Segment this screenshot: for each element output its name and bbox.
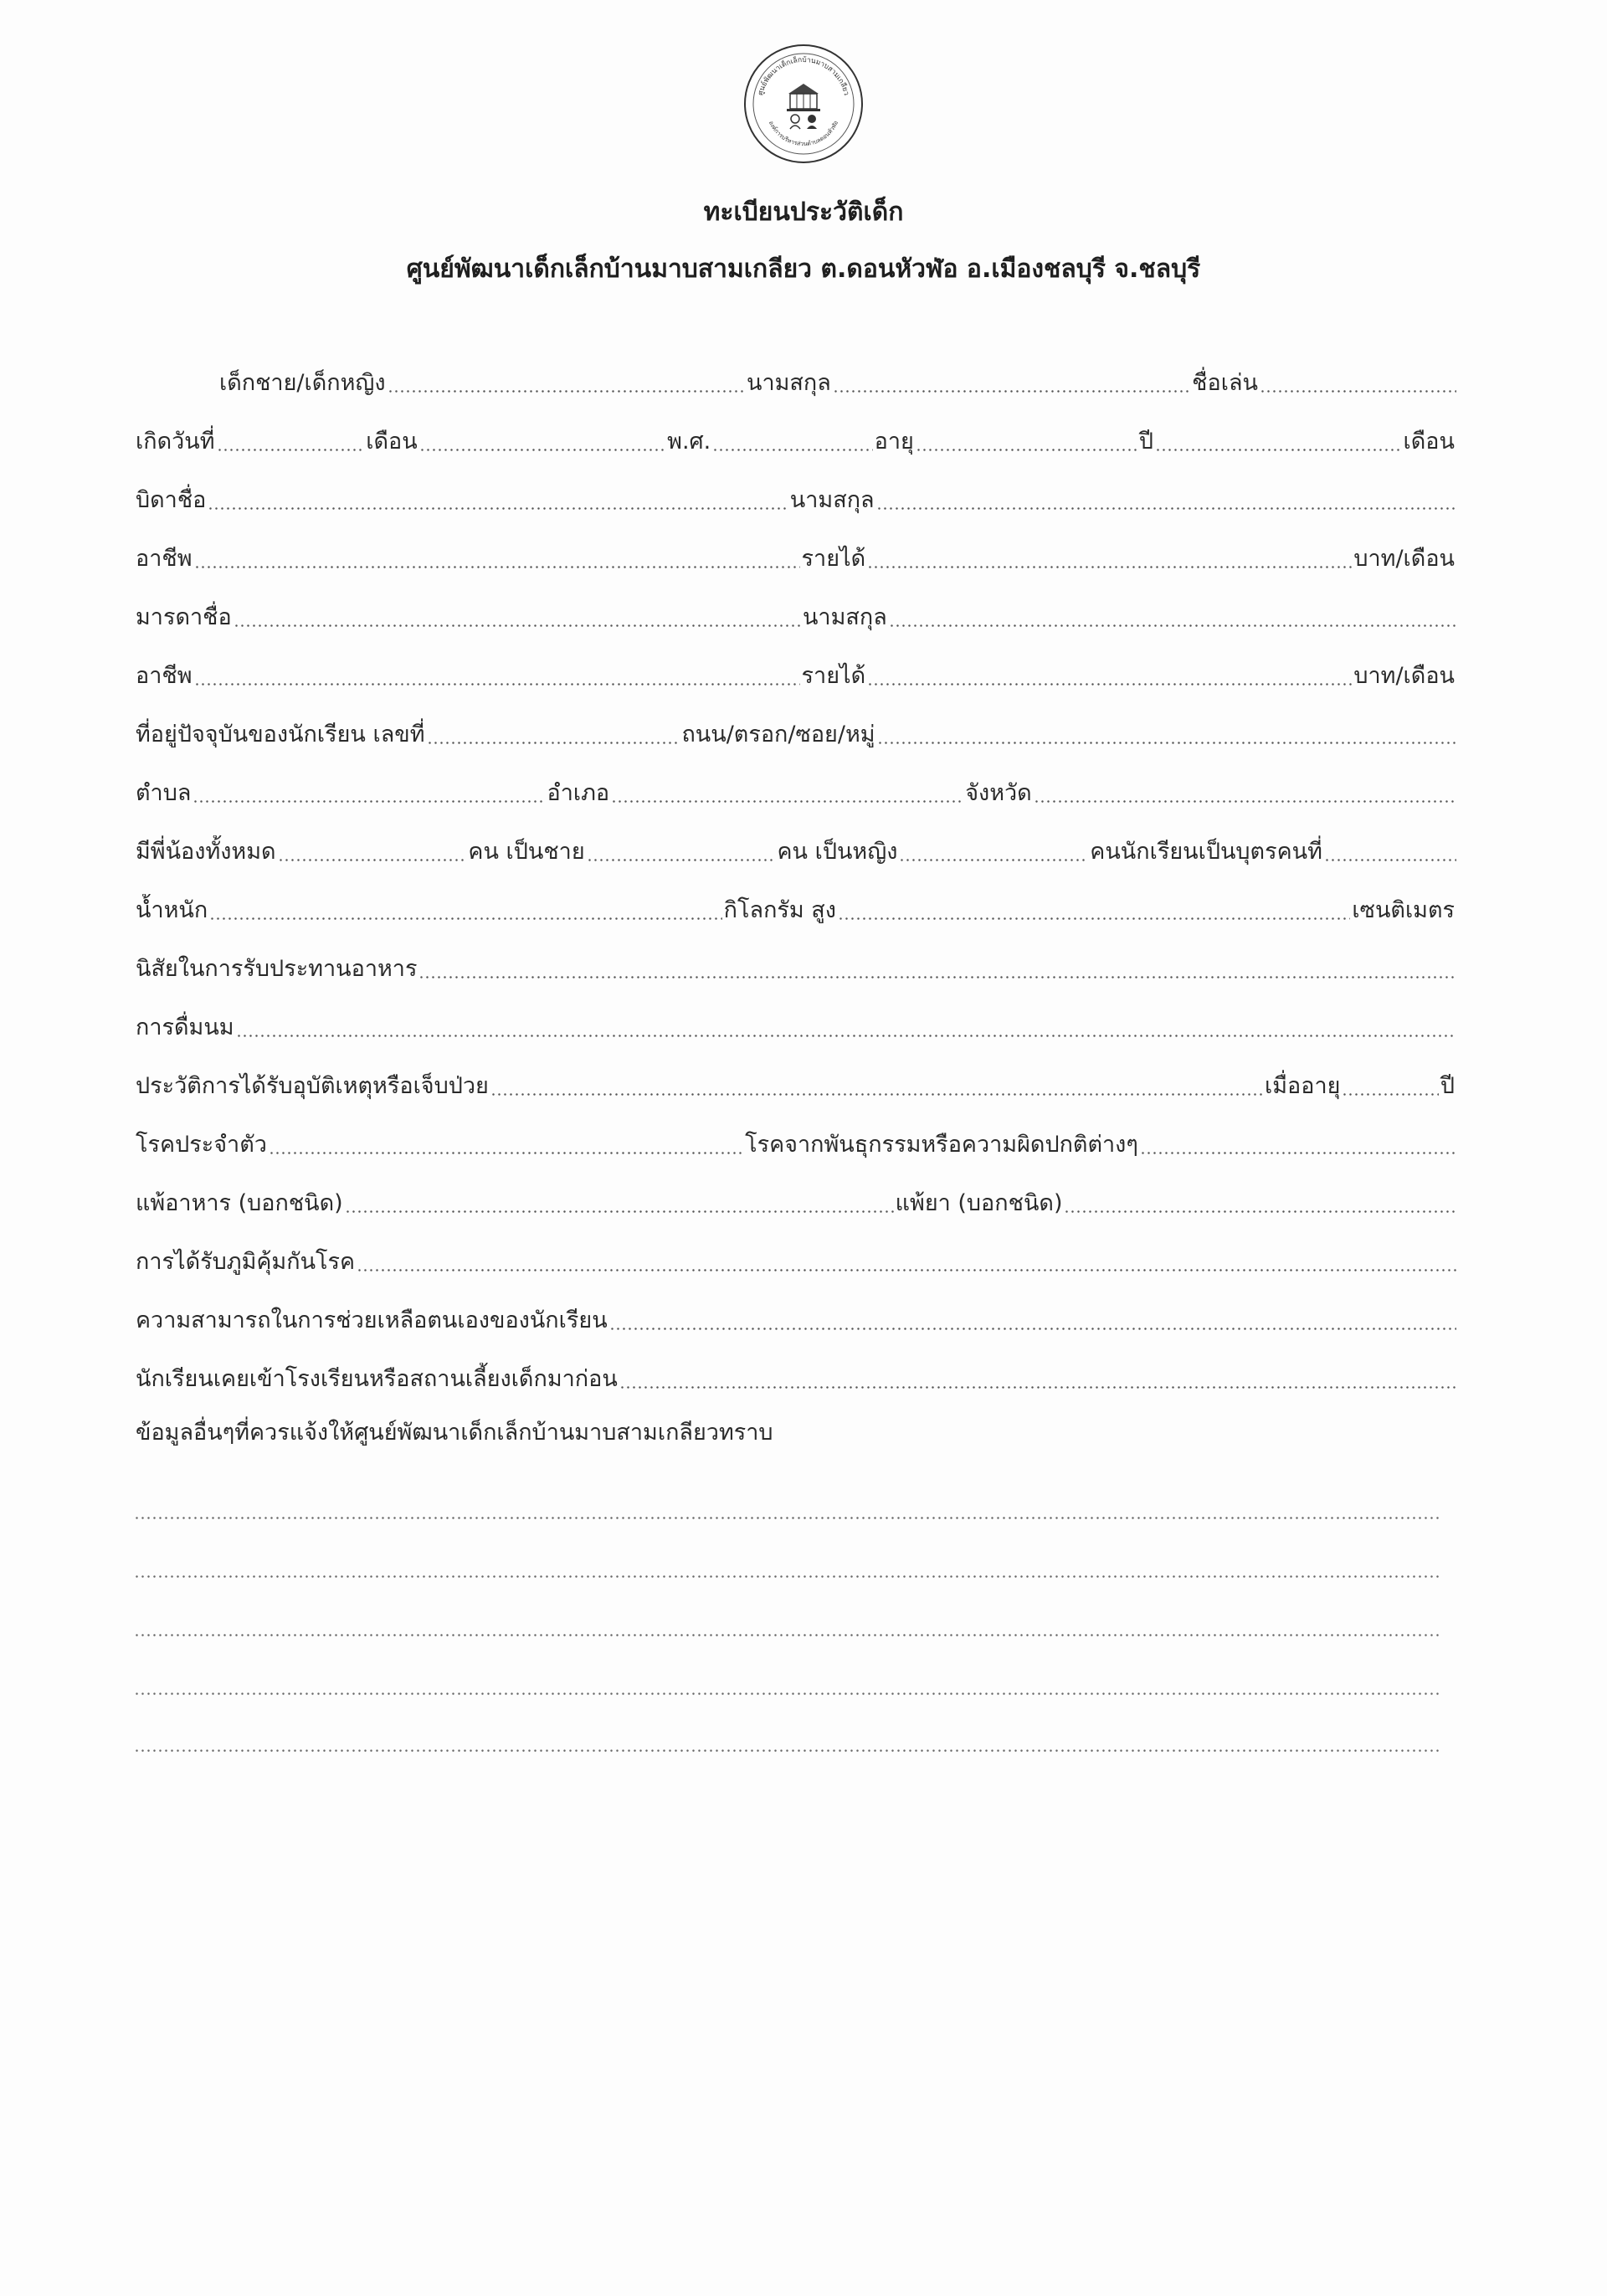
father-surname-field[interactable] xyxy=(876,507,1456,510)
province-label: จังหวัด xyxy=(965,780,1032,806)
chronic-disease-field[interactable] xyxy=(269,1152,743,1154)
food-allergy-label: แพ้อาหาร (บอกชนิด) xyxy=(136,1190,343,1216)
age-years-field[interactable] xyxy=(916,449,1137,451)
born-day-field[interactable] xyxy=(217,449,365,451)
weight-field[interactable] xyxy=(209,917,721,920)
row-siblings xyxy=(134,835,1456,869)
food-allergy-field[interactable] xyxy=(345,1210,894,1213)
siblings-total-field[interactable] xyxy=(278,859,467,861)
born-day-label: เกิดวันที่ xyxy=(136,429,215,455)
row-location xyxy=(134,777,1456,810)
genetic-disease-field[interactable] xyxy=(1140,1152,1456,1154)
form-subtitle: ศูนย์พัฒนาเด็กเล็กบ้านมาบสามเกลียว ต.ดอนหัวฬ่อ อ.เมืองชลบุรี จ.ชลบุรี xyxy=(406,254,1201,284)
address-number-field[interactable] xyxy=(427,742,680,744)
row-immunization xyxy=(134,1246,1456,1279)
district-label: อำเภอ xyxy=(547,780,610,806)
father-income-unit: บาท/เดือน xyxy=(1353,546,1455,572)
drug-allergy-field[interactable] xyxy=(1064,1210,1456,1213)
other-info-line-5[interactable] xyxy=(134,1749,1440,1752)
row-eating-habits xyxy=(134,953,1456,986)
siblings-male-label: คน เป็นชาย xyxy=(468,839,585,865)
seal-top-text: ศูนย์พัฒนาเด็กเล็กบ้านมาบสามเกลียว xyxy=(757,55,850,97)
siblings-male-field[interactable] xyxy=(587,859,776,861)
chronic-disease-label: โรคประจำตัว xyxy=(136,1132,267,1158)
row-weight-height xyxy=(134,894,1456,927)
be-year-label: พ.ศ. xyxy=(667,429,711,455)
form-title: ทะเบียนประวัติเด็ก xyxy=(703,198,904,227)
height-field[interactable] xyxy=(838,917,1350,920)
birth-order-label: คนนักเรียนเป็นบุตรคนที่ xyxy=(1090,839,1322,865)
eating-habits-field[interactable] xyxy=(418,976,1456,978)
accident-history-label: ประวัติการได้รับอุบัติเหตุหรือเจ็บป่วย xyxy=(136,1073,489,1099)
born-month-label: เดือน xyxy=(366,429,418,455)
at-age-field[interactable] xyxy=(1342,1093,1438,1096)
at-age-years-label: ปี xyxy=(1440,1073,1455,1099)
mother-surname-label: นามสกุล xyxy=(802,604,887,630)
mother-occupation-label: อาชีพ xyxy=(136,663,193,689)
drug-allergy-label: แพ้ยา (บอกชนิด) xyxy=(895,1190,1063,1216)
row-birth-date xyxy=(134,425,1456,459)
self-help-label: ความสามารถในการช่วยเหลือตนเองของนักเรียน xyxy=(136,1307,608,1333)
row-other-info xyxy=(134,1416,1456,1450)
mother-income-field[interactable] xyxy=(867,683,1352,686)
father-occupation-label: อาชีพ xyxy=(136,546,193,572)
nickname-label: ชื่อเล่น xyxy=(1192,370,1258,396)
province-field[interactable] xyxy=(1034,800,1456,803)
child-name-label: เด็กชาย/เด็กหญิง xyxy=(219,370,386,396)
father-name-field[interactable] xyxy=(208,507,788,510)
row-diseases xyxy=(134,1128,1456,1162)
row-father-name xyxy=(134,484,1456,517)
father-income-field[interactable] xyxy=(867,566,1352,568)
age-years-label: ปี xyxy=(1138,429,1154,455)
row-address xyxy=(134,718,1456,752)
road-field[interactable] xyxy=(877,742,1456,744)
siblings-total-label: มีพี่น้องทั้งหมด xyxy=(136,839,276,865)
age-label: อายุ xyxy=(874,429,914,455)
row-self-help xyxy=(134,1304,1456,1338)
mother-income-unit: บาท/เดือน xyxy=(1353,663,1455,689)
seal-bottom-text: องค์การบริหารส่วนตำบลดอนหัวฬ่อ xyxy=(767,120,840,148)
mother-name-label: มารดาชื่อ xyxy=(136,604,232,630)
child-name-field[interactable] xyxy=(388,390,745,393)
row-father-occupation xyxy=(134,542,1456,576)
previous-school-field[interactable] xyxy=(619,1386,1456,1389)
row-mother-occupation xyxy=(134,660,1456,693)
accident-history-field[interactable] xyxy=(490,1093,1263,1096)
child-surname-field[interactable] xyxy=(833,390,1190,393)
row-child-name xyxy=(218,367,1456,400)
milk-label: การดื่มนม xyxy=(136,1014,234,1040)
district-field[interactable] xyxy=(611,800,963,803)
road-label: ถนน/ตรอก/ซอย/หมู่ xyxy=(681,722,875,747)
mother-name-field[interactable] xyxy=(234,624,801,627)
self-help-field[interactable] xyxy=(609,1328,1456,1330)
other-info-line-3[interactable] xyxy=(134,1634,1440,1636)
other-info-line-1[interactable] xyxy=(134,1517,1440,1519)
row-allergies xyxy=(134,1187,1456,1220)
age-months-field[interactable] xyxy=(1155,449,1401,451)
subdistrict-field[interactable] xyxy=(193,800,545,803)
address-number-label: ที่อยู่ปัจจุบันของนักเรียน เลขที่ xyxy=(136,722,425,747)
other-info-line-4[interactable] xyxy=(134,1692,1440,1695)
row-milk xyxy=(134,1011,1456,1045)
mother-surname-field[interactable] xyxy=(889,624,1456,627)
cm-label: เซนติเมตร xyxy=(1352,897,1456,923)
row-accident-history xyxy=(134,1070,1456,1103)
surname-label: นามสกุล xyxy=(747,370,831,396)
genetic-disease-label: โรคจากพันธุกรรมหรือความผิดปกติต่างๆ xyxy=(745,1132,1138,1158)
weight-label: น้ำหนัก xyxy=(136,897,208,923)
age-months-label: เดือน xyxy=(1403,429,1455,455)
siblings-female-field[interactable] xyxy=(899,859,1088,861)
father-surname-label: นามสกุล xyxy=(789,487,875,513)
birth-order-field[interactable] xyxy=(1324,859,1456,861)
immunization-field[interactable] xyxy=(357,1269,1456,1271)
milk-field[interactable] xyxy=(236,1035,1456,1037)
nickname-field[interactable] xyxy=(1260,390,1456,393)
siblings-female-label: คน เป็นหญิง xyxy=(777,839,898,865)
mother-occupation-field[interactable] xyxy=(194,683,800,686)
mother-income-label: รายได้ xyxy=(801,663,866,689)
father-name-label: บิดาชื่อ xyxy=(136,487,207,513)
kg-height-label: กิโลกรัม สูง xyxy=(723,897,836,923)
father-income-label: รายได้ xyxy=(801,546,866,572)
row-previous-school xyxy=(134,1363,1456,1396)
immunization-label: การได้รับภูมิคุ้มกันโรค xyxy=(136,1249,356,1275)
father-occupation-field[interactable] xyxy=(194,566,800,568)
born-month-field[interactable] xyxy=(419,449,665,451)
at-age-label: เมื่ออายุ xyxy=(1265,1073,1341,1099)
other-info-line-2[interactable] xyxy=(134,1575,1440,1578)
be-year-field[interactable] xyxy=(712,449,872,451)
subdistrict-label: ตำบล xyxy=(136,780,192,806)
previous-school-label: นักเรียนเคยเข้าโรงเรียนหรือสถานเลี้ยงเด็กมาก่อน xyxy=(136,1366,618,1392)
eating-habits-label: นิสัยในการรับประทานอาหาร xyxy=(136,956,418,982)
row-mother-name xyxy=(134,601,1456,634)
school-seal-logo xyxy=(742,42,865,166)
other-info-label: ข้อมูลอื่นๆที่ควรแจ้งให้ศูนย์พัฒนาเด็กเล็กบ้านมาบสามเกลียวทราบ xyxy=(136,1420,773,1446)
